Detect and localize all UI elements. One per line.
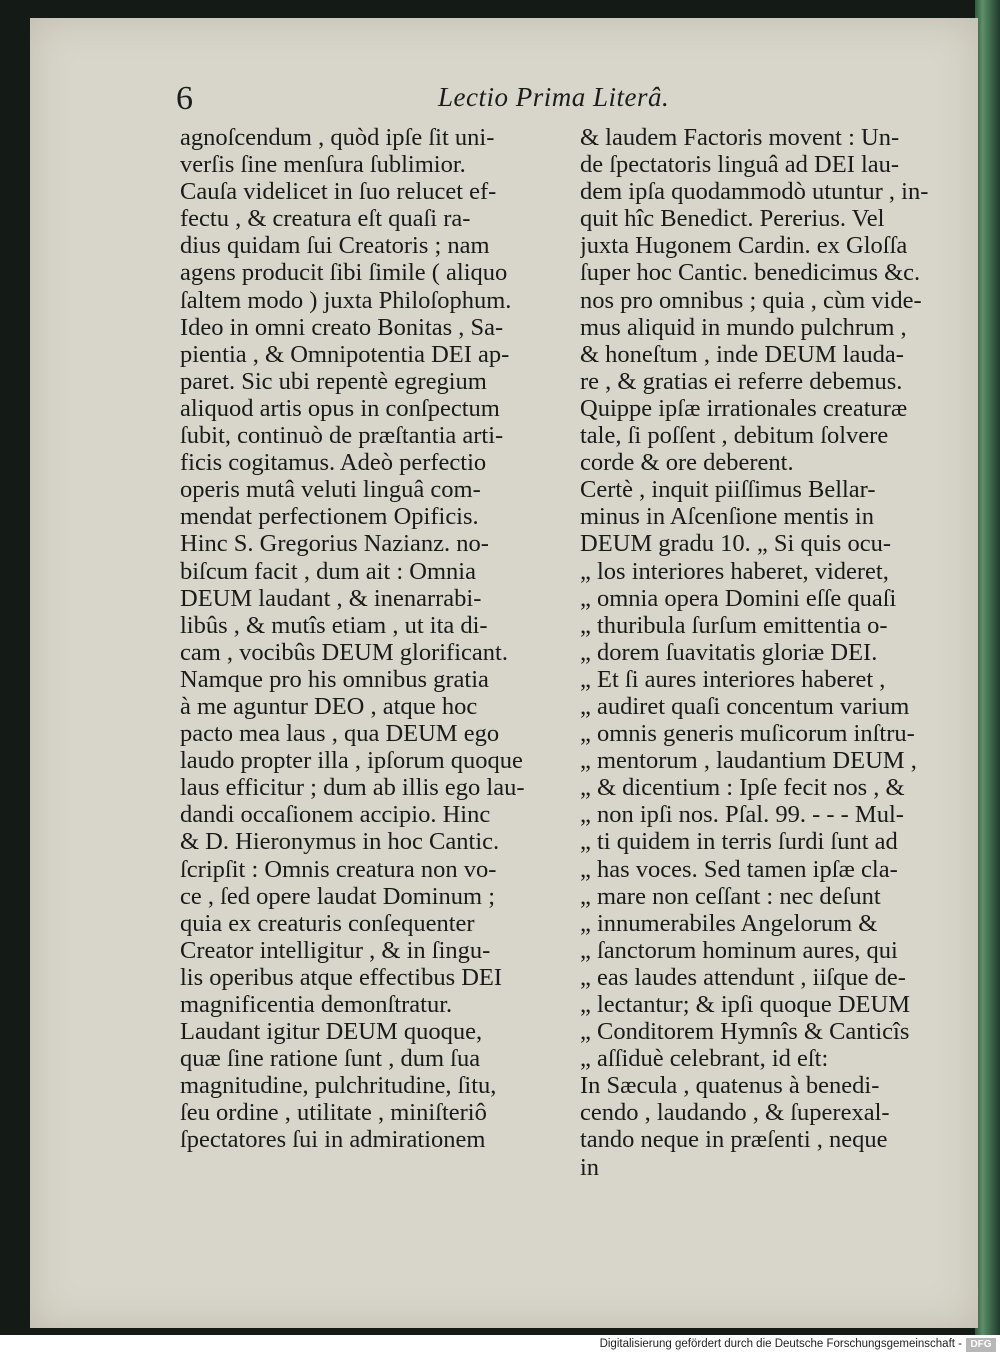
text-line: ſaltem modo ) juxta Philoſophum. xyxy=(180,286,512,314)
text-line: „ mare non ceſſant : nec deſunt xyxy=(580,882,881,910)
text-line: verſis ſine menſura ſublimior. xyxy=(180,151,466,179)
text-line: „ aſſiduè celebrant, id eſt: xyxy=(580,1045,829,1073)
text-line: Certè , inquit piiſſimus Bellar- xyxy=(580,476,876,504)
text-line: „ mentorum , laudantium DEUM , xyxy=(580,747,917,775)
text-line: fectu , & creatura eſt quaſi ra- xyxy=(180,205,471,233)
text-line: in xyxy=(580,1153,600,1181)
text-line: cam , vocibûs DEUM glorificant. xyxy=(180,638,508,666)
text-line: „ & dicentium : Ipſe fecit nos , & xyxy=(580,774,905,802)
text-line: Cauſa videlicet in ſuo relucet ef- xyxy=(180,178,497,206)
text-line: cendo , laudando , & ſuperexal- xyxy=(580,1099,890,1127)
right-column xyxy=(580,124,960,1181)
text-line: Laudant igitur DEUM quoque, xyxy=(180,1018,483,1046)
text-line: pacto mea laus , qua DEUM ego xyxy=(180,720,500,748)
text-line: dius quidam ſui Creatoris ; nam xyxy=(180,232,490,260)
text-line: ſcripſit : Omnis creatura non vo- xyxy=(180,855,497,883)
text-line: dandi occaſionem accipio. Hinc xyxy=(180,801,491,829)
text-line: „ ſanctorum hominum aures, qui xyxy=(580,936,898,964)
text-line: & D. Hieronymus in hoc Cantic. xyxy=(180,828,500,856)
digitization-credit: Digitalisierung gefördert durch die Deutsche Forschungsgemeinschaft - xyxy=(599,1338,962,1350)
text-line: ficis cogitamus. Adeò perfectio xyxy=(180,449,487,477)
left-column xyxy=(180,124,560,1154)
text-line: magnitudine, pulchritudine, ſitu, xyxy=(180,1072,497,1100)
text-line: & laudem Factoris movent : Un- xyxy=(580,124,900,151)
text-line: laudo propter illa , ipſorum quoque xyxy=(180,747,523,775)
text-line: paret. Sic ubi repentè egregium xyxy=(180,367,487,395)
text-line: juxta Hugonem Cardin. ex Gloſſa xyxy=(580,232,908,260)
text-line: „ los interiores haberet, videret, xyxy=(580,557,889,585)
book-edge xyxy=(975,0,1000,1335)
text-line: „ innumerabiles Angelorum & xyxy=(580,909,878,937)
text-line: Hinc S. Gregorius Nazianz. no- xyxy=(180,530,489,558)
text-line: ſuper hoc Cantic. benedicimus &c. xyxy=(580,259,921,287)
text-line: „ ti quidem in terris ſurdi ſunt ad xyxy=(580,828,898,856)
text-line: DEUM gradu 10. „ Si quis ocu- xyxy=(580,530,891,558)
text-line: agens producit ſibi ſimile ( aliquo xyxy=(180,259,508,287)
text-line: lis operibus atque effectibus DEI xyxy=(180,963,503,991)
text-line: corde & ore deberent. xyxy=(580,449,794,477)
text-line: mendat perfectionem Opificis. xyxy=(180,503,479,531)
text-line: ſubit, continuò de præſtantia arti- xyxy=(180,422,504,450)
text-line: tale, ſi poſſent , debitum ſolvere xyxy=(580,422,889,450)
text-line: „ has voces. Sed tamen ipſæ cla- xyxy=(580,855,898,883)
text-line: agnoſcendum , quòd ipſe ſit uni- xyxy=(180,124,495,151)
text-line: & honeſtum , inde DEUM lauda- xyxy=(580,340,904,368)
text-line: „ omnia opera Domini eſſe quaſi xyxy=(580,584,897,612)
text-line: „ non ipſi nos. Pſal. 99. - - - Mul- xyxy=(580,801,904,829)
text-line: quia ex creaturis conſequenter xyxy=(180,909,475,937)
text-line: „ thuribula ſurſum emittentia o- xyxy=(580,611,888,639)
text-line: de ſpectatoris linguâ ad DEI lau- xyxy=(580,151,900,179)
text-line: aliquod artis opus in conſpectum xyxy=(180,394,500,422)
text-line: ſeu ordine , utilitate , miniſteriô xyxy=(180,1099,487,1127)
text-line: ce , ſed opere laudat Dominum ; xyxy=(180,882,495,910)
text-line: Quippe ipſæ irrationales creaturæ xyxy=(580,394,908,422)
text-line: ſpectatores ſui in admirationem xyxy=(180,1126,486,1154)
text-line: Namque pro his omnibus gratia xyxy=(180,665,489,693)
text-line: quæ ſine ratione ſunt , dum ſua xyxy=(180,1045,481,1073)
page-header xyxy=(176,80,961,120)
text-line: libûs , & mutîs etiam , ut ita di- xyxy=(180,611,488,639)
text-line: DEUM laudant , & inenarrabi- xyxy=(180,584,482,612)
text-line: In Sæcula , quatenus à benedi- xyxy=(580,1072,880,1100)
text-line: „ eas laudes attendunt , iiſque de- xyxy=(580,963,906,991)
text-line: „ Conditorem Hymnîs & Canticîs xyxy=(580,1018,910,1046)
text-line: tando neque in præſenti , neque xyxy=(580,1126,888,1154)
text-line: à me aguntur DEO , atque hoc xyxy=(180,692,478,720)
dfg-logo: DFG xyxy=(966,1338,996,1352)
text-line: „ omnis generis muſicorum inſtru- xyxy=(580,720,915,748)
text-line: quit hîc Benedict. Pererius. Vel xyxy=(580,205,885,233)
running-head: Lectio Prima Literâ. xyxy=(438,82,670,112)
text-line: dem ipſa quodammodò utuntur , in- xyxy=(580,178,929,206)
page-number: 6 xyxy=(176,80,193,117)
text-line: pientia , & Omnipotentia DEI ap- xyxy=(180,340,510,368)
text-line: „ dorem ſuavitatis gloriæ DEI. xyxy=(580,638,878,666)
text-line: magnificentia demonſtratur. xyxy=(180,991,453,1018)
text-line: „ Et ſi aures interiores haberet , xyxy=(580,665,886,693)
text-line: operis mutâ veluti linguâ com- xyxy=(180,476,481,504)
text-line: re , & gratias ei referre debemus. xyxy=(580,367,903,395)
text-line: biſcum facit , dum ait : Omnia xyxy=(180,557,476,585)
text-line: Creator intelligitur , & in ſingu- xyxy=(180,936,491,964)
text-line: nos pro omnibus ; quia , cùm vide- xyxy=(580,286,922,314)
text-line: „ audiret quaſi concentum varium xyxy=(580,692,910,720)
text-line: minus in Aſcenſione mentis in xyxy=(580,503,874,531)
text-line: Ideo in omni creato Bonitas , Sa- xyxy=(180,313,504,341)
footer-bar xyxy=(0,1335,1000,1356)
text-line: mus aliquid in mundo pulchrum , xyxy=(580,313,907,341)
text-line: „ lectantur; & ipſi quoque DEUM xyxy=(580,991,910,1018)
text-line: laus efficitur ; dum ab illis ego lau- xyxy=(180,774,525,802)
